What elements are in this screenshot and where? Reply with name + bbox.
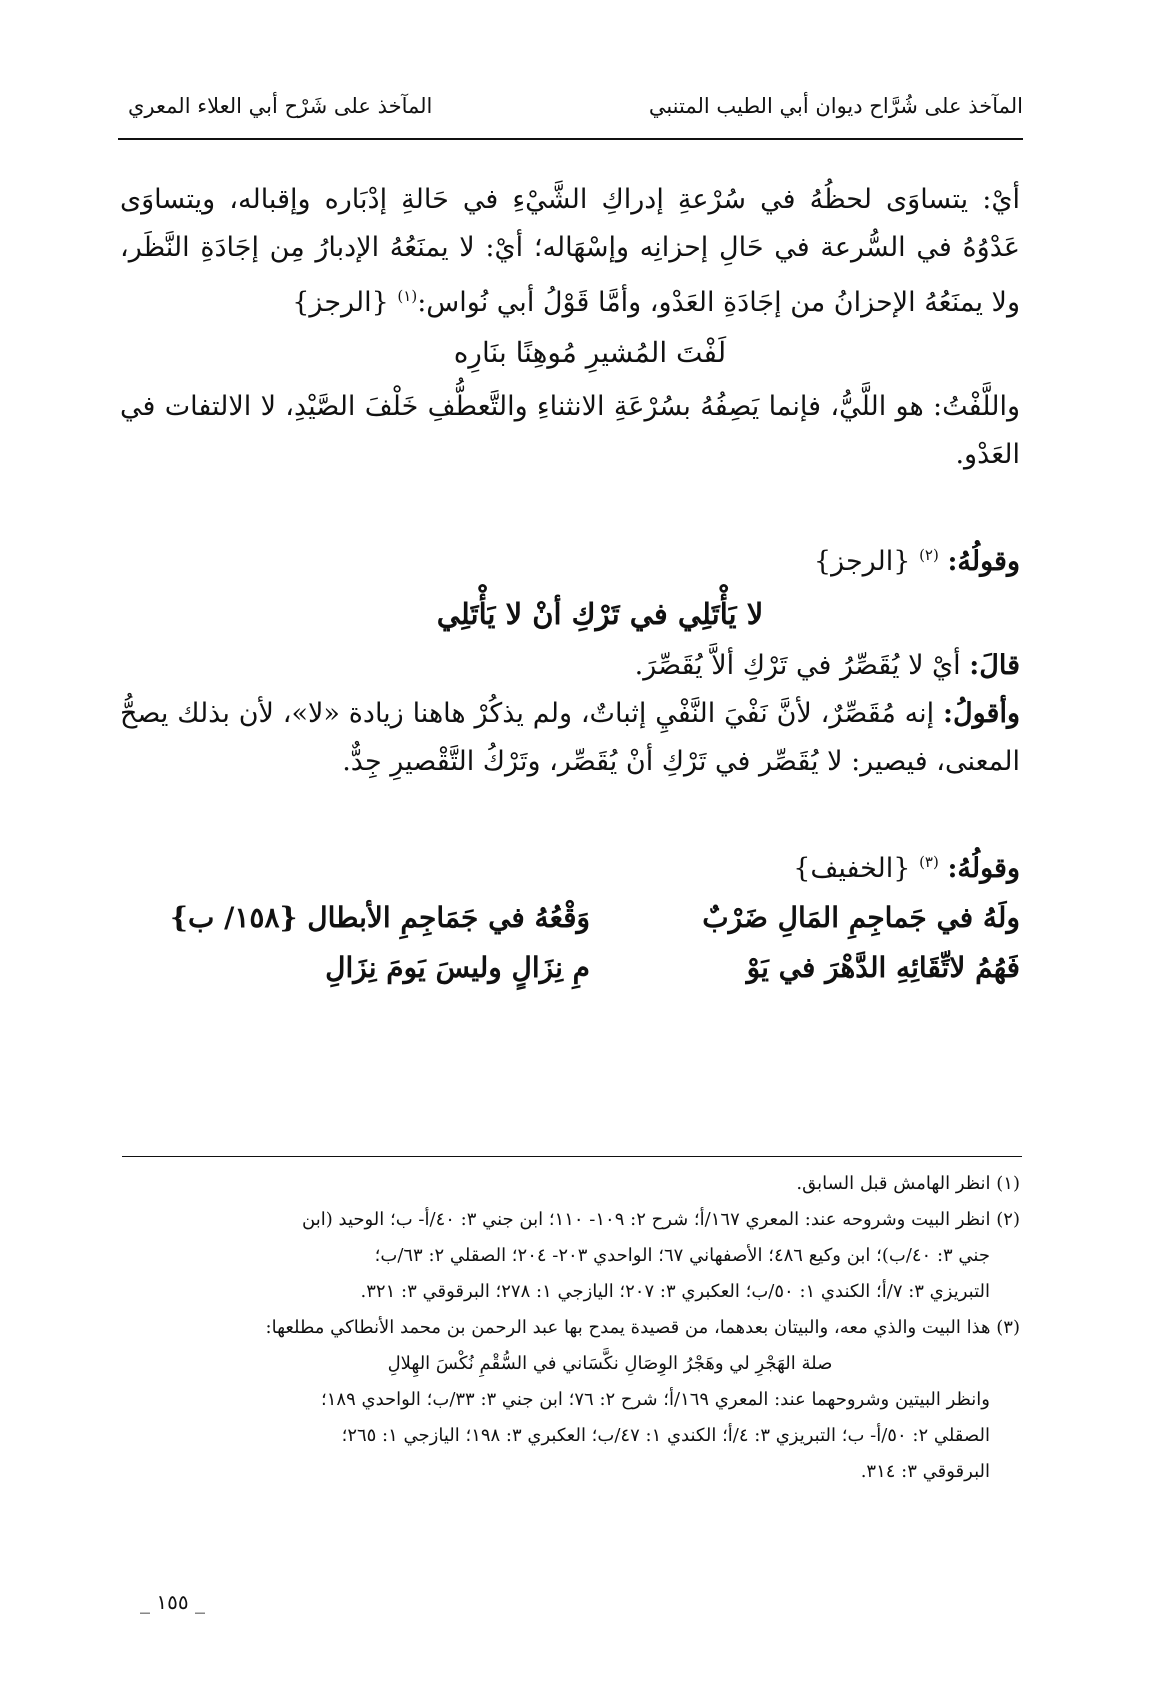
footnote-3-continuation: وانظر البيتين وشروحهما عند: المعري ١٦٩/أ؛ شرح ٢: ٧٦؛ ابن جني ٣: ٣٣/ب؛ الواحدي ١٨٩؛: [321, 1389, 990, 1410]
footnote-3-continuation: البرقوقي ٣: ٣١٤.: [860, 1461, 990, 1482]
qala-lead: قالَ:: [969, 650, 1020, 681]
running-header: [118, 88, 1023, 132]
footnote-rule: [122, 1156, 1022, 1157]
footnote-3-verse: صلة الهَجْرِ لي وهَجْرُ الوِصَالِ نكَّسَاني في السُّقْمِ نُكْسَ الهِلالِ: [387, 1353, 833, 1374]
aqulu-text: إنه مُقَصِّرٌ، لأنَّ نَفْيَ النَّفْيِ إثباتٌ، ولم يذكُرْ هاهنا زيادة «لا»، لأن بذلك يصحُّ المعنى، فيصير: لا يُقَصِّر في تَرْكِ أنْ يُقَصِّر، وتَرْكُ التَّقْصيرِ جِدٌّ.: [120, 698, 1020, 777]
footnote-2-continuation: جني ٣: ٤٠/ب)؛ ابن وكيع ٤٨٦؛ الأصفهاني ٦٧؛ الواحدي ٢٠٣- ٢٠٤؛ الصقلي ٢: ٦٣/ب؛: [374, 1245, 990, 1266]
footnote-2-continuation: التبريزي ٣: ٧/أ؛ الكندي ١: ٥٠/ب؛ العكبري ٣: ٢٠٧؛ اليازجي ١: ٢٧٨؛ البرقوقي ٣: ٣٢١.: [360, 1281, 990, 1302]
section-2: [120, 531, 1020, 786]
section-2-lead: وقولُهُ:: [947, 546, 1020, 577]
verse-3-second-hemistich: وَقْعُهُ في جَمَاجِمِ الأبطال {١٥٨/ ب}: [170, 901, 590, 934]
footnote-ref-3: (٣): [919, 853, 939, 871]
section-3: [120, 838, 1020, 993]
qala-text: أيْ لا يُقَصِّرُ في تَرْكِ ألاَّ يُقَصِّرَ.: [634, 650, 961, 681]
section-3-intro: [120, 838, 1020, 893]
header-chapter-title: المآخذ على شَرْح أبي العلاء المعري: [128, 94, 433, 118]
qala-paragraph: [120, 642, 1020, 690]
section-2-intro: [120, 531, 1020, 586]
footnote-1: (١) انظر الهامش قبل السابق.: [796, 1173, 1020, 1194]
verse-4-second-hemistich: مِ نِزَالٍ وليسَ يَومَ نِزَالِ: [325, 951, 590, 984]
footnotes: [120, 1166, 1020, 1490]
verse-row-1: [120, 893, 1020, 943]
meter-label: {الرجز}: [813, 546, 911, 577]
meter-label: {الرجز}: [292, 287, 389, 318]
aqulu-lead: وأقولُ:: [943, 698, 1020, 729]
verse-4-first-hemistich: فَهُمُ لاتِّقَائِهِ الدَّهْرَ في يَوْ: [746, 951, 1020, 984]
footnote-3-continuation: الصقلي ٢: ٥٠/أ- ب؛ التبريزي ٣: ٤/أ؛ الكندي ١: ٤٧/ب؛ العكبري ٣: ١٩٨؛ اليازجي ١: ٢٦٥؛: [341, 1425, 990, 1446]
footnote-ref-1: (١): [397, 287, 418, 305]
meter-label: {الخفيف}: [793, 853, 911, 884]
footnote-2: (٢) انظر البيت وشروحه عند: المعري ١٦٧/أ؛ شرح ٢: ١٠٩- ١١٠؛ ابن جني ٣: ٤٠/أ- ب؛ الوحيد (ابن: [302, 1209, 1020, 1230]
paragraph-1-text: أيْ: يتساوَى لحظُهُ في سُرْعةِ إدراكِ الشَّيْءِ في حَالةِ إدْبَاره وإقباله، ويتساوَى عَدْوُهُ في السُّرعة في حَالِ إحزانِه وإسْهَاله؛ أيْ: لا يمنَعُهُ الإدبارُ مِن إجَادَةِ النَّظَر، ولا يمنَعُهُ الإحزانُ من إجَادَةِ العَدْو، وأمَّا قَوْلُ أبي نُواس:: [120, 184, 1020, 318]
verse-row-2: [120, 943, 1020, 993]
footnote-3: (٣) هذا البيت والذي معه، والبيتان بعدهما، من قصيدة يمدح بها عبد الرحمن بن محمد الأنطاكي مطلعها:: [265, 1317, 1020, 1338]
verse-abu-nuwas: لَفْتَ المُشيرِ مُوهِنًا بنَارِه: [453, 336, 727, 369]
header-rule: [118, 138, 1023, 140]
aqulu-paragraph: [120, 690, 1020, 786]
section-3-lead: وقولُهُ:: [947, 853, 1020, 884]
footnote-ref-2: (٢): [919, 546, 939, 564]
verse-3-first-hemistich: ولَهُ في جَماجِمِ المَالِ ضَرْبٌ: [702, 901, 1020, 934]
verse-2: لا يَأْتَلِي في تَرْكِ أنْ لا يَأْتَلِي: [436, 597, 764, 631]
header-book-title: المآخذ على شُرَّاح ديوان أبي الطيب المتنبي: [648, 94, 1023, 118]
paragraph-2: واللَّفْتُ: هو اللَّيُّ، فإنما يَصِفُهُ بسُرْعَةِ الانثناءِ والتَّعطُّفِ خَلْفَ الصَّيْدِ، لا الالتفات في العَدْو.: [120, 391, 1020, 470]
main-text: [120, 176, 1020, 993]
paragraph-1: [120, 176, 1020, 327]
page-number: _ ١٥٥ _: [140, 1590, 205, 1614]
